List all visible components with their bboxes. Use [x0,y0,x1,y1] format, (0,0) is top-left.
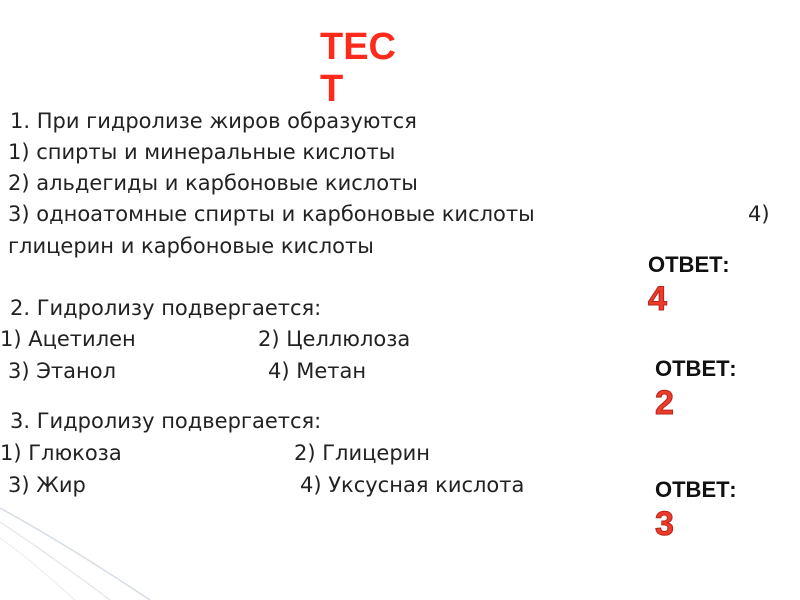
question-3-option-2: 2) Глицерин [294,441,431,465]
question-3-option-4: 4) Уксусная кислота [300,473,525,497]
answer-2-value: 2 [655,384,674,422]
question-1-option-3: 3) одноатомные спирты и карбоновые кислоты [8,202,535,226]
corner-decoration [0,500,200,600]
question-2-text: 2. Гидролизу подвергается: [10,296,322,320]
slide-title: ТЕСТ [320,26,396,110]
answer-1-value: 4 [648,280,667,318]
answer-1-label: ОТВЕТ: [648,252,730,277]
question-1-text: 1. При гидролизе жиров образуются [10,109,417,133]
question-2-option-2: 2) Целлюлоза [258,327,411,351]
question-1-option-2: 2) альдегиды и карбоновые кислоты [8,171,418,195]
question-2-option-4: 4) Метан [268,359,367,383]
answer-3-label: ОТВЕТ: [655,477,737,502]
question-3-text: 3. Гидролизу подвергается: [10,409,322,433]
question-3-option-1: 1) Глюкоза [0,441,122,465]
question-2-option-1: 1) Ацетилен [0,327,136,351]
answer-3-value: 3 [655,505,674,543]
question-1-option-4-text: глицерин и карбоновые кислоты [8,234,374,258]
question-1-option-1: 1) спирты и минеральные кислоты [8,140,396,164]
question-1-option-4-number: 4) [748,202,770,226]
question-3-option-3: 3) Жир [8,473,86,497]
question-2-option-3: 3) Этанол [8,359,116,383]
answer-2-label: ОТВЕТ: [655,356,737,381]
